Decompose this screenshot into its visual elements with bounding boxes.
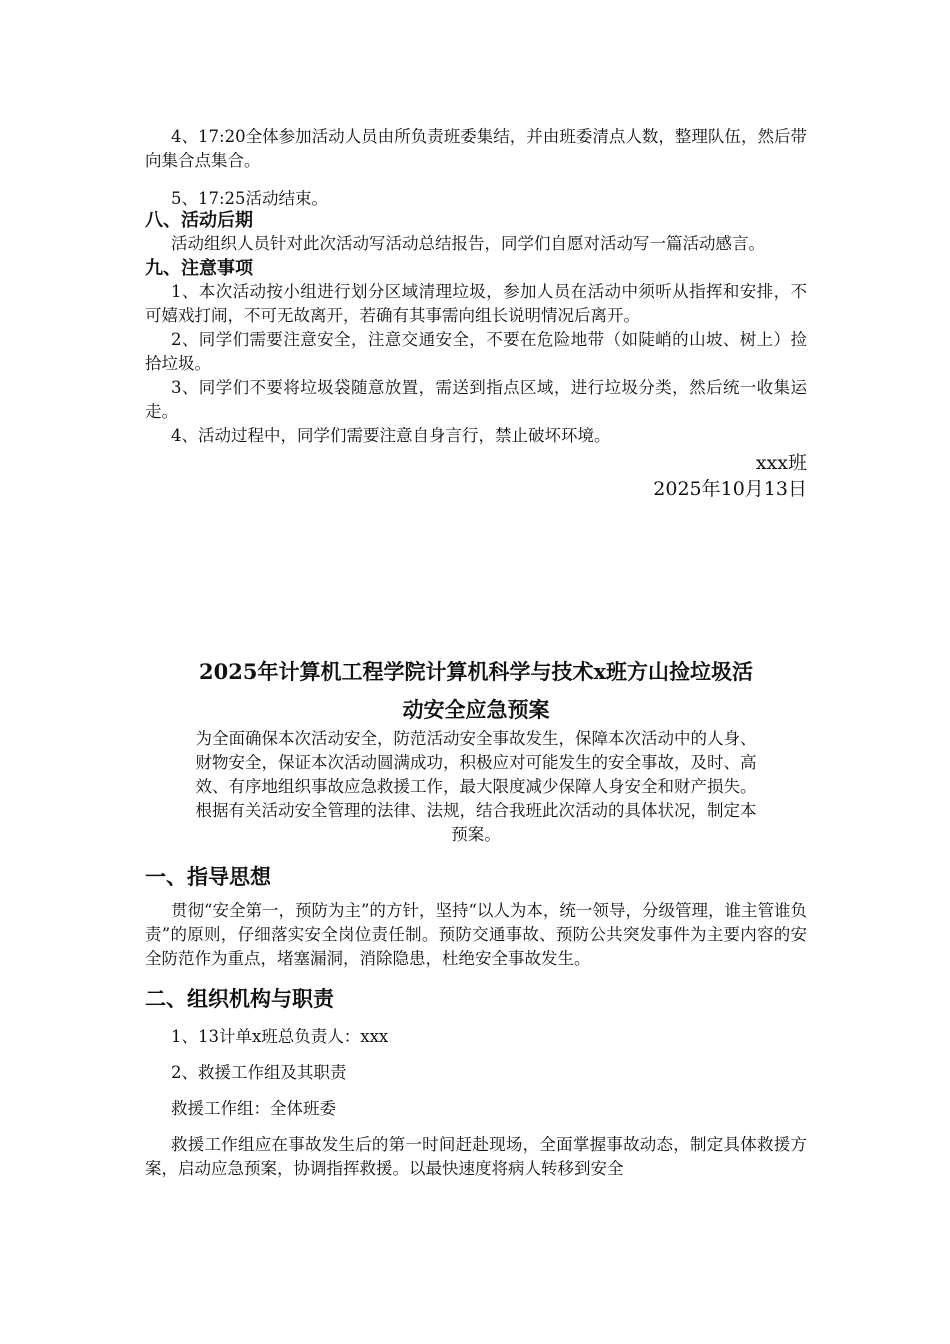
schedule-item-5: 5、17:25活动结束。 bbox=[171, 189, 329, 208]
heading-notes: 九、注意事项 bbox=[145, 258, 253, 279]
heading-organization: 二、组织机构与职责 bbox=[145, 987, 334, 1011]
plan-intro bbox=[145, 727, 807, 847]
signature-class: xxx班 bbox=[755, 452, 807, 474]
post-activity-paragraph: 活动组织人员针对此次活动写活动总结报告，同学们自愿对活动写一篇活动感言。 bbox=[171, 234, 765, 253]
org-item: 救援工作组应在事故发生后的第一时间赶赴现场，全面掌握事故动态，制定具体救援方案，启动应急预案，协调指挥救援。以最快速度将病人转移到安全 bbox=[145, 1135, 807, 1178]
heading-guiding-ideology: 一、指导思想 bbox=[145, 865, 271, 889]
org-item: 1、13计单x班总负责人：xxx bbox=[171, 1027, 389, 1046]
org-item: 2、救援工作组及其职责 bbox=[171, 1063, 347, 1082]
guiding-ideology-paragraph: 贯彻“安全第一，预防为主”的方针，坚持“以人为本，统一领导，分级管理，谁主管谁负责”的原则，仔细落实安全岗位责任制。预防交通事故、预防公共突发事件为主要内容的安全防范作为重点，堵塞漏洞，消除隐患，杜绝安全事故发生。 bbox=[145, 901, 807, 968]
intro-line: 为全面确保本次活动安全，防范活动安全事故发生，保障本次活动中的人身、 bbox=[195, 729, 757, 748]
schedule-item-4: 4、17:20全体参加活动人员由所负责班委集结，并由班委清点人数，整理队伍，然后带向集合点集合。 bbox=[145, 127, 807, 170]
plan-title-line-2: 动安全应急预案 bbox=[402, 697, 550, 722]
org-item: 救援工作组：全体班委 bbox=[171, 1099, 336, 1118]
intro-line: 效、有序地组织事故应急救援工作，最大限度减少保障人身安全和财产损失。 bbox=[195, 777, 757, 796]
note-item: 4、活动过程中，同学们需要注意自身言行，禁止破坏环境。 bbox=[171, 426, 611, 445]
plan-title-line-1: 2025年计算机工程学院计算机科学与技术x班方山捡垃圾活 bbox=[199, 659, 753, 684]
intro-line: 财物安全，保证本次活动圆满成功，积极应对可能发生的安全事故，及时、高 bbox=[195, 753, 757, 772]
note-item: 1、本次活动按小组进行划分区域清理垃圾，参加人员在活动中须听从指挥和安排，不可嬉戏打闹，不可无故离开，若确有其事需向组长说明情况后离开。 bbox=[145, 282, 807, 325]
intro-line: 预案。 bbox=[451, 825, 501, 844]
emergency-plan bbox=[145, 653, 807, 1181]
top-section bbox=[145, 125, 807, 502]
note-item: 3、同学们不要将垃圾袋随意放置，需送到指点区域，进行垃圾分类，然后统一收集运走。 bbox=[145, 378, 807, 421]
intro-line: 根据有关活动安全管理的法律、法规，结合我班此次活动的具体状况，制定本 bbox=[195, 801, 757, 820]
signature-date: 2025年10月13日 bbox=[653, 478, 807, 500]
note-item: 2、同学们需要注意安全，注意交通安全，不要在危险地带（如陡峭的山坡、树上）捡拾垃圾。 bbox=[145, 330, 807, 373]
heading-post-activity: 八、活动后期 bbox=[145, 210, 253, 231]
